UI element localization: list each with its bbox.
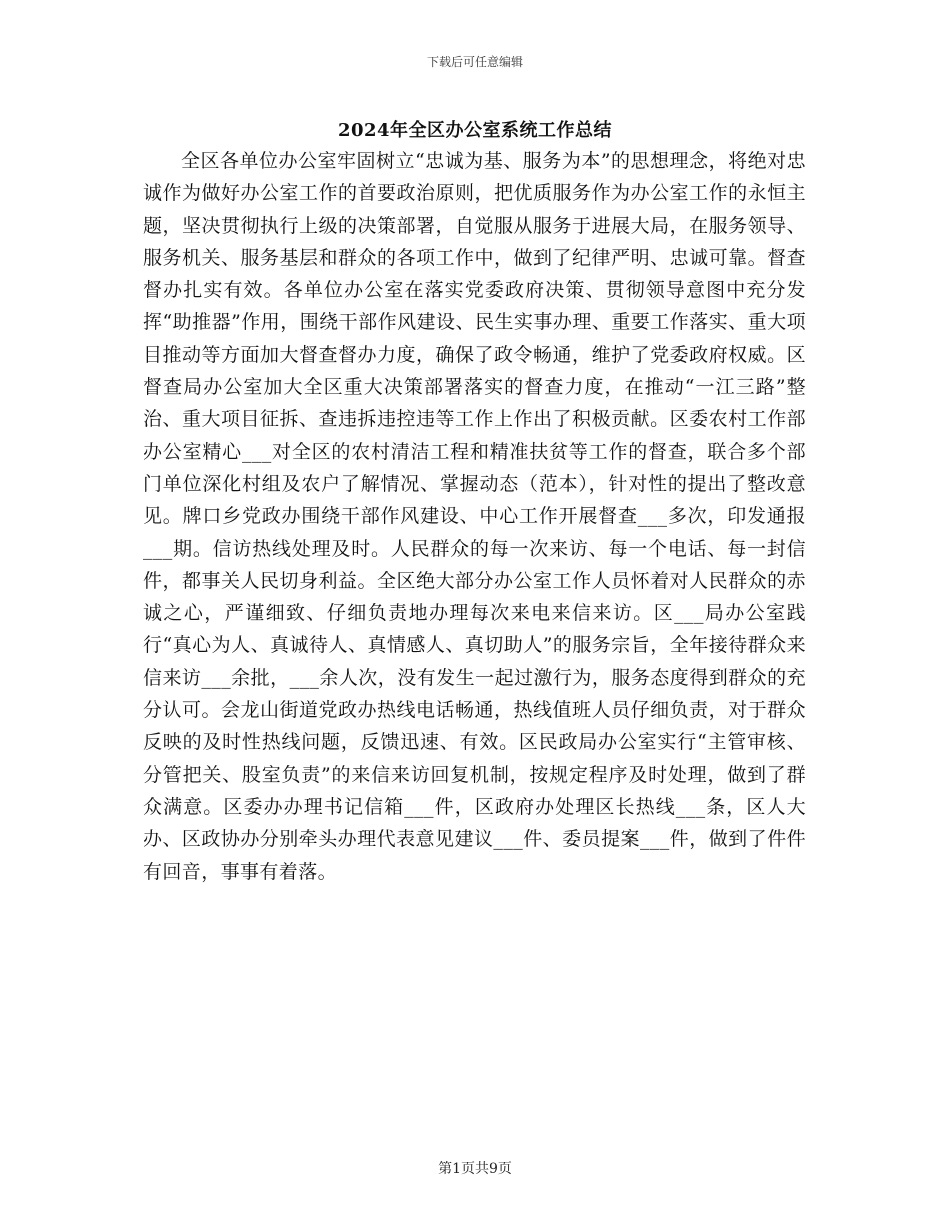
header-note: 下载后可任意编辑 <box>426 55 523 69</box>
page-footer: 第1页共9页 <box>438 1161 512 1177</box>
body-paragraph: 全区各单位办公室牢固树立“忠诚为基、服务为本”的思想理念，将绝对忠诚作为做好办公室工作的首要政治原则，把优质服务作为办公室工作的永恒主题，坚决贯彻执行上级的决策部署，自觉服从服务于进展大局，在服务领导、服务机关、服务基层和群众的各项工作中，做到了纪律严明、忠诚可靠。督查督办扎实有效。各单位办公室在落实党委政府决策、贯彻领导意图中充分发挥“助推器”作用，围绕干部作风建设、民生实事办理、重要工作落实、重大项目推动等方面加大督查督办力度，确保了政令畅通，维护了党委政府权威。区督查局办公室加大全区重大决策部署落实的督查力度，在推动“一江三路”整治、重大项目征拆、查违拆违控违等工作上作出了积极贡献。区委农村工作部办公室精心___对全区的农村清洁工程和精准扶贫等工作的督查，联合多个部门单位深化村组及农户了解情况、掌握动态（范本），针对性的提出了整改意见。牌口乡党政办围绕干部作风建设、中心工作开展督查___多次，印发通报___期。信访热线处理及时。人民群众的每一次来访、每一个电话、每一封信件，都事关人民切身利益。全区绝大部分办公室工作人员怀着对人民群众的赤诚之心，严谨细致、仔细负责地办理每次来电来信来访。区___局办公室践行“真心为人、真诚待人、真情感人、真切助人”的服务宗旨，全年接待群众来信来访___余批，___余人次，没有发生一起过激行为，服务态度得到群众的充分认可。会龙山街道党政办热线电话畅通，热线值班人员仔细负责，对于群众反映的及时性热线问题，反馈迅速、有效。区民政局办公室实行“主管审核、分管把关、股室负责”的来信来访回复机制，按规定程序及时处理，做到了群众满意。区委办办理书记信箱___件，区政府办处理区长热线___条，区人大办、区政协办分别牵头办理代表意见建议___件、委员提案___件，做到了件件有回音，事事有着落。 <box>143 150 806 883</box>
document-title: 2024年全区办公室系统工作总结 <box>337 120 613 141</box>
